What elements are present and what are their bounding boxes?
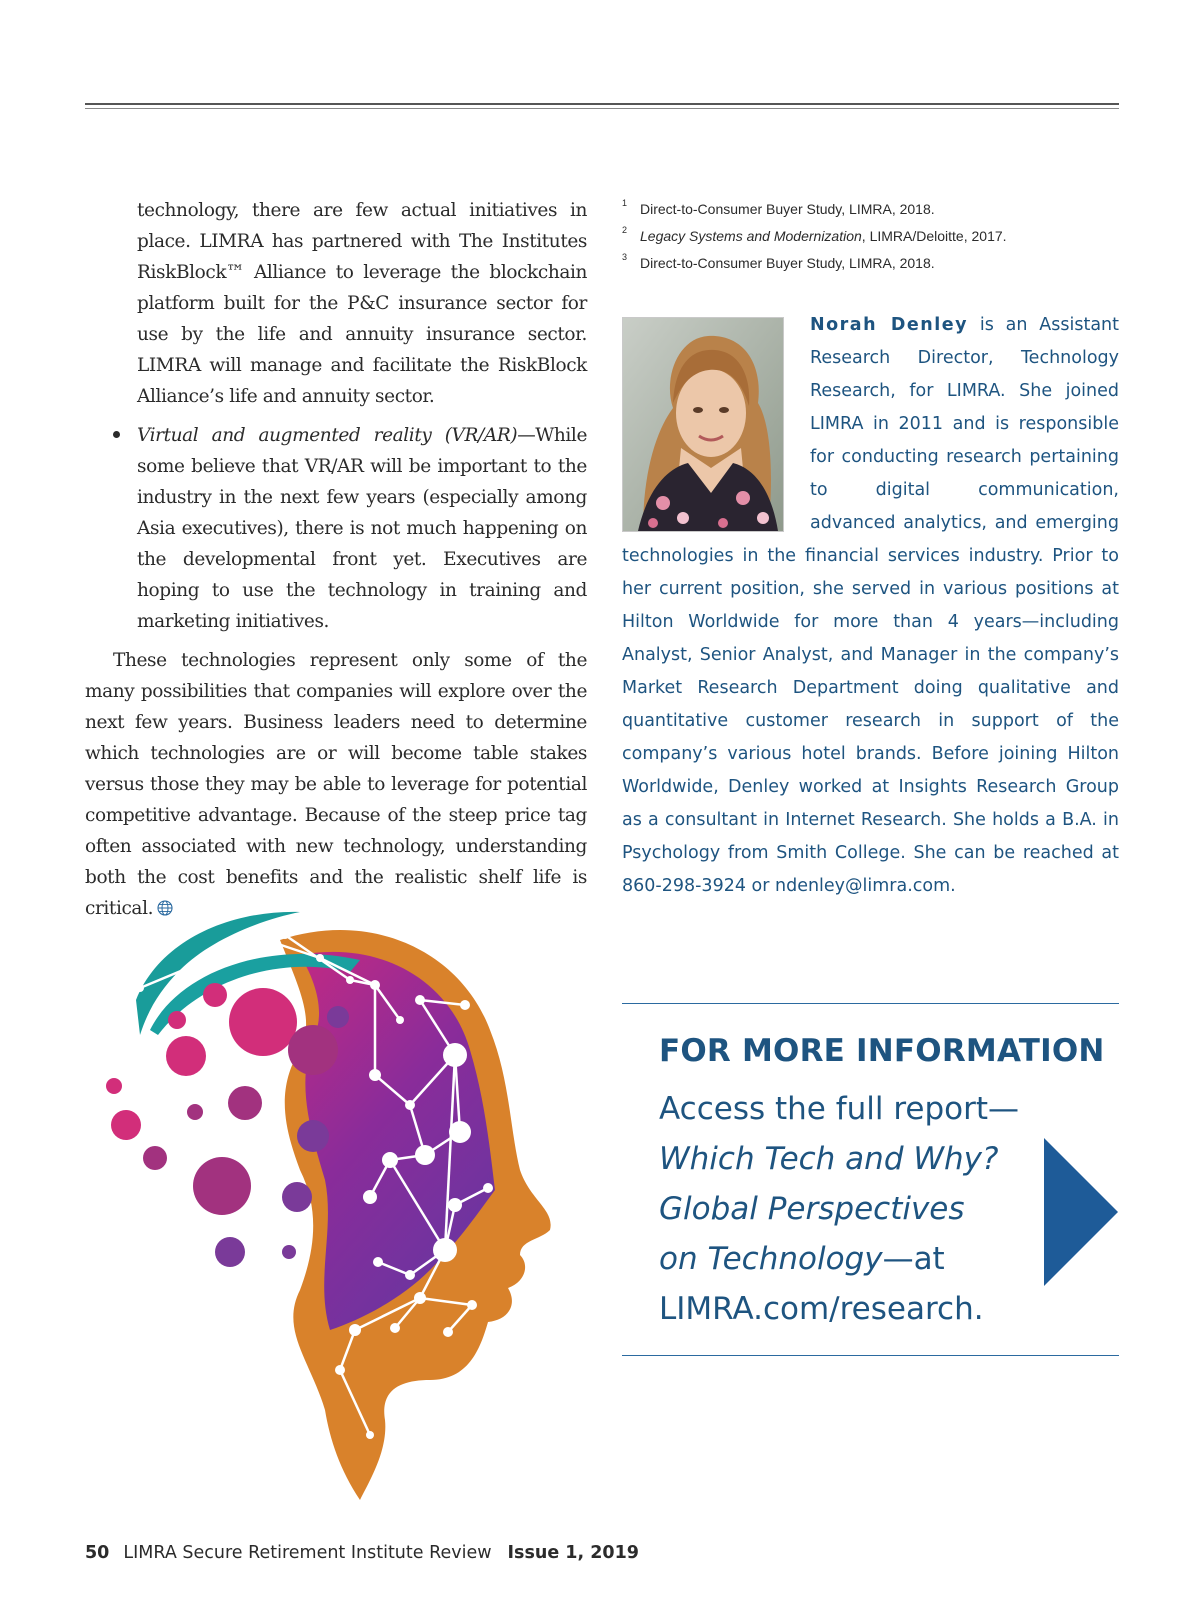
footnote bbox=[622, 250, 1122, 277]
footnote-text: Direct-to-Consumer Buyer Study, LIMRA, 2018. bbox=[640, 201, 935, 217]
footnote-title: Legacy Systems and Modernization bbox=[640, 228, 862, 244]
page-number: 50 bbox=[85, 1543, 110, 1563]
closing-paragraph: These technologies represent only some of the many possibilities that companies will explore over the next few years. Business leaders need to determine which technologies are or will become table stakes versus those they may be able to leverage for potential competitive advantage. Because of the steep price tag often associated with new technology, understanding both the cost benefits and the realistic shelf life is critical. bbox=[85, 650, 587, 919]
footnote-number: 2 bbox=[622, 225, 628, 235]
bullet-dot bbox=[113, 431, 120, 438]
footnote-text: , LIMRA/Deloitte, 2017. bbox=[861, 228, 1007, 244]
info-box-top-rule bbox=[622, 1003, 1119, 1004]
info-box-bottom-rule bbox=[622, 1355, 1119, 1356]
article-intro: technology, there are few actual initiatives in place. LIMRA has partnered with The Institutes RiskBlock™ Alliance to leverage the blockchain platform built for the P&C insurance sector for use by the life and annuity insurance sector. LIMRA will manage and facilitate the RiskBlock Alliance’s life and annuity sector. bbox=[137, 200, 587, 407]
info-box-line: Access the full report— bbox=[659, 1091, 1020, 1127]
author-bio-text: is an Assistant Research Director, Technology Research, for LIMRA. She joined LIMRA in 2011 and is responsible for conducting research pertaining to digital communication, advanced analytics, and emerging technologies in the financial services industry. Prior to her current position, she served in various positions at Hilton Worldwide for more than 4 years—including Analyst, Senior Analyst, and Manager in the company’s Market Research Department doing qualitative and quantitative customer research in support of the company’s various hotel brands. Before joining Hilton Worldwide, Denley worked at Insights Research Group as a consultant in Internet Research. She holds a B.A. in Psychology from Smith College. She can be reached at 860-298-3924 or ndenley@limra.com. bbox=[622, 315, 1119, 896]
digital-head-illustration bbox=[100, 910, 570, 1510]
bullet-title: Virtual and augmented reality (VR/AR) bbox=[137, 425, 518, 446]
author-name: Norah Denley bbox=[810, 315, 969, 335]
header-rule bbox=[85, 103, 1119, 105]
footnote-number: 3 bbox=[622, 252, 628, 262]
header-rule-thin bbox=[85, 108, 1119, 109]
report-title-line: Global Perspectives bbox=[659, 1191, 965, 1227]
bullet-text: —While some believe that VR/AR will be important to the industry in the next few years (especially among Asia executives), there is not much happening on the developmental front yet. Executives are hoping to use the technology in training and marketing initiatives. bbox=[137, 425, 587, 632]
footnotes bbox=[622, 196, 1122, 277]
publication-name: LIMRA Secure Retirement Institute Review bbox=[123, 1543, 492, 1563]
footnote-number: 1 bbox=[622, 198, 628, 208]
footnote-text: Direct-to-Consumer Buyer Study, LIMRA, 2018. bbox=[640, 255, 935, 271]
article-column bbox=[85, 195, 587, 924]
author-bio bbox=[622, 309, 1119, 903]
info-box-body bbox=[659, 1084, 1059, 1334]
info-box-heading: FOR MORE INFORMATION bbox=[659, 1033, 1105, 1069]
play-arrow-icon[interactable] bbox=[1044, 1138, 1118, 1286]
footnote bbox=[622, 196, 1122, 223]
info-box-at: —at bbox=[882, 1241, 945, 1277]
report-title-line: on Technology bbox=[659, 1241, 883, 1277]
photo-spacer bbox=[622, 313, 810, 526]
bullet-vr-ar bbox=[137, 420, 587, 637]
research-link[interactable]: LIMRA.com/research. bbox=[659, 1291, 984, 1327]
page-footer bbox=[85, 1543, 639, 1563]
footnote bbox=[622, 223, 1122, 250]
report-title-line: Which Tech and Why? bbox=[659, 1141, 999, 1177]
issue-label: Issue 1, 2019 bbox=[507, 1543, 639, 1563]
